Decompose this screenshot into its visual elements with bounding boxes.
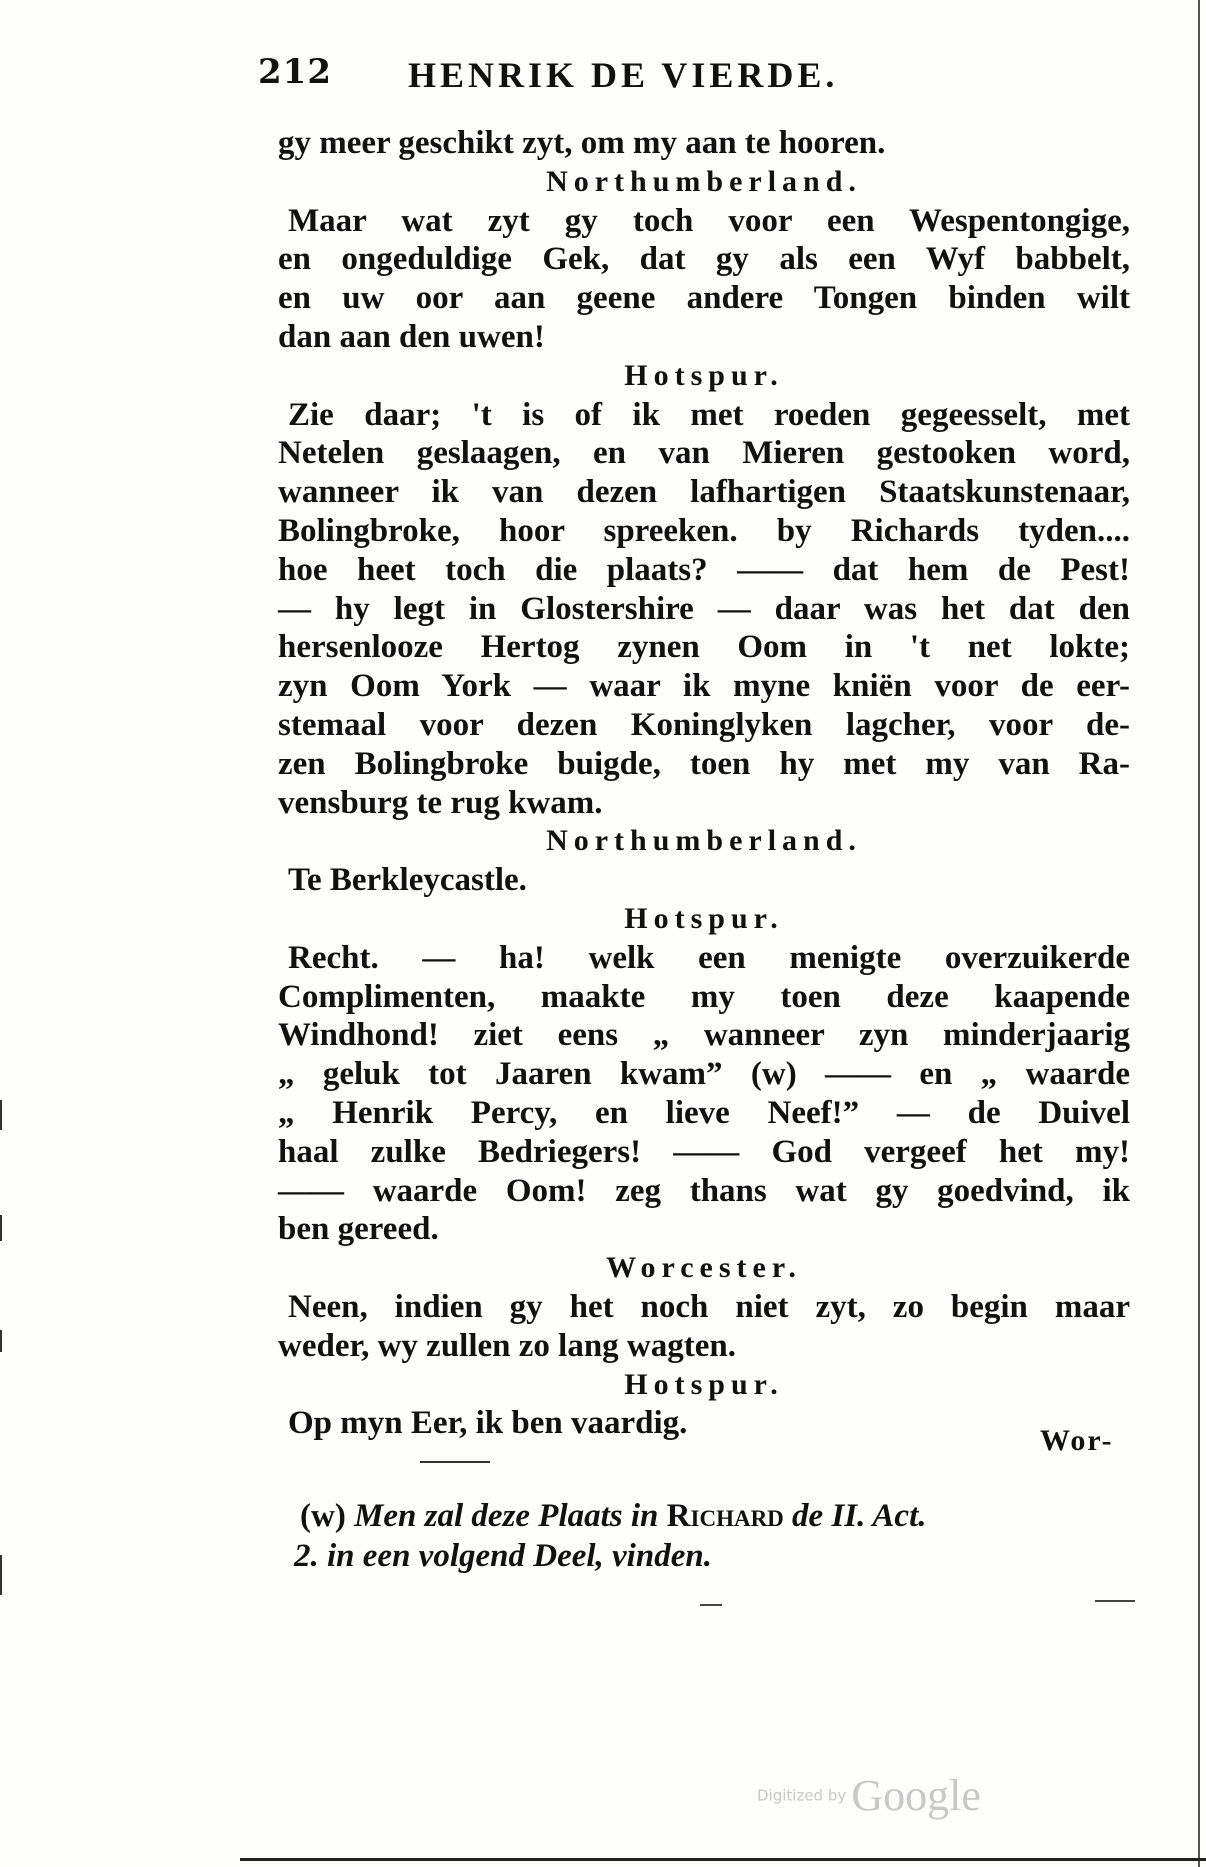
text-line: hoe heet toch die plaats? —— dat hem de Pest!	[278, 551, 1130, 588]
text-line: Maar wat zyt gy toch voor een Wespentongige,	[288, 202, 1130, 239]
speaker-heading: Northumberland.	[546, 824, 862, 858]
digitized-watermark	[757, 1770, 981, 1821]
ink-mark	[700, 1604, 722, 1606]
footnote-line: 2. in een volgend Deel, vinden.	[294, 1538, 712, 1574]
text-line: wanneer ik van dezen lafhartigen Staatskunstenaar,	[278, 474, 1130, 511]
text-line: — hy legt in Glostershire — daar was het dat den	[278, 590, 1130, 627]
footnote	[294, 1496, 1130, 1576]
text-line: stemaal voor dezen Koninglyken lagcher, voor de-	[278, 706, 1130, 743]
text-line: „ Henrik Percy, en lieve Neef!” — de Duivel	[278, 1094, 1130, 1131]
text-line: en uw oor aan geene andere Tongen binden wilt	[278, 280, 1130, 317]
text-line: zyn Oom York — waar ik myne kniën voor de eer-	[278, 668, 1130, 705]
text-line: ben gereed.	[278, 1211, 439, 1248]
text-line: Recht. — ha! welk een menigte overzuikerde	[288, 939, 1130, 976]
page-edge-mark	[0, 1330, 2, 1352]
catchword: Wor-	[1040, 1424, 1114, 1457]
speaker-heading: Northumberland.	[546, 164, 862, 198]
running-title: HENRIK DE VIERDE.	[408, 55, 839, 95]
page-header	[258, 52, 958, 102]
text-line: Zie daar; 't is of ik met roeden gegeesselt, met	[288, 396, 1130, 433]
text-line: Te Berkleycastle.	[288, 862, 527, 899]
ink-mark	[1095, 1600, 1135, 1602]
watermark-prefix: Digitized by	[757, 1786, 847, 1805]
google-logo: Google	[851, 1771, 981, 1820]
text-line: en ongeduldige Gek, dat gy als een Wyf babbelt,	[278, 241, 1130, 278]
text-line: zen Bolingbroke buigde, toen hy met my van Ra-	[278, 745, 1130, 782]
footnote-text: Men zal deze Plaats in	[354, 1498, 659, 1534]
body-text	[278, 124, 1130, 1443]
text-line: haal zulke Bedriegers! —— God vergeef het my!	[278, 1133, 1130, 1170]
footnote-line	[300, 1496, 1130, 1536]
footnote-marker: (w)	[300, 1498, 346, 1534]
footnote-rule	[420, 1461, 490, 1463]
scan-bottom-edge	[240, 1858, 1206, 1861]
text-line: —— waarde Oom! zeg thans wat gy goedvind, ik	[278, 1172, 1130, 1209]
page-edge	[1198, 0, 1200, 1867]
speaker-heading: Worcester.	[606, 1251, 802, 1285]
text-line: Neen, indien gy het noch niet zyt, zo begin maar	[288, 1288, 1130, 1325]
footnote-text: de II.	[792, 1498, 866, 1534]
footnote-text: Act.	[872, 1498, 927, 1534]
page-edge-mark	[0, 1215, 2, 1241]
text-line: „ geluk tot Jaaren kwam” (w) —— en „ waarde	[278, 1056, 1130, 1093]
text-line: Op myn Eer, ik ben vaardig.	[288, 1405, 688, 1442]
text-line: vensburg te rug kwam.	[278, 784, 603, 821]
footnote-name: Richard	[666, 1498, 784, 1534]
text-line: gy meer geschikt zyt, om my aan te hooren.	[278, 125, 886, 161]
page-edge-mark	[0, 1555, 2, 1595]
text-line: weder, wy zullen zo lang wagten.	[278, 1327, 737, 1364]
text-line: Netelen geslaagen, en van Mieren gestooken word,	[278, 435, 1130, 472]
page-number: 212	[258, 52, 332, 92]
speaker-heading: Hotspur.	[624, 358, 784, 392]
text-line: Windhond! ziet eens „ wanneer zyn minderjaarig	[278, 1017, 1130, 1054]
speaker-heading: Hotspur.	[624, 1367, 784, 1401]
text-line: hersenlooze Hertog zynen Oom in 't net lokte;	[278, 629, 1130, 666]
text-line: Complimenten, maakte my toen deze kaapende	[278, 978, 1130, 1015]
text-line: dan aan den uwen!	[278, 318, 545, 355]
speaker-heading: Hotspur.	[624, 901, 784, 935]
page-edge-mark	[0, 1100, 2, 1130]
text-line: Bolingbroke, hoor spreeken. by Richards tyden....	[278, 512, 1130, 549]
